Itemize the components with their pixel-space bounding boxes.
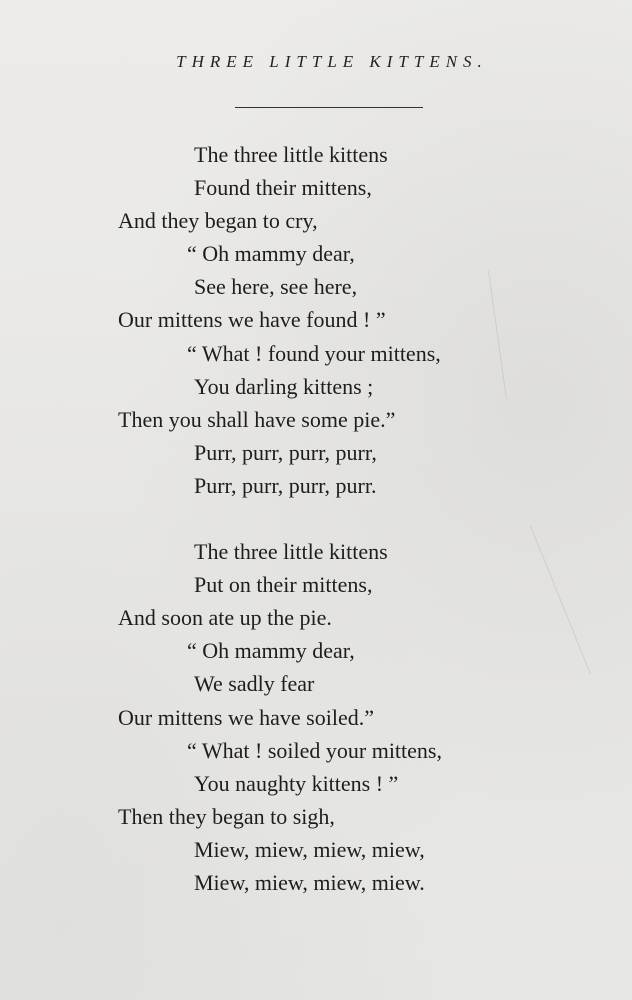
poem-line: Our mittens we have soiled.” — [118, 704, 374, 730]
poem-line: Miew, miew, miew, miew, — [194, 836, 425, 862]
poem-line: “ Oh mammy dear, — [187, 638, 355, 664]
poem-line: Miew, miew, miew, miew. — [194, 869, 425, 895]
poem-line: The three little kittens — [194, 142, 388, 167]
poem-line: “ What ! found your mittens, — [187, 340, 441, 366]
poem-line: Found their mittens, — [194, 175, 372, 201]
stanza-2 — [0, 535, 632, 899]
poem-line: You naughty kittens ! ” — [194, 770, 399, 796]
poem-line: Our mittens we have found ! ” — [118, 307, 386, 333]
poem-line: Then they began to sigh, — [118, 803, 335, 829]
poem-line: And soon ate up the pie. — [118, 605, 332, 631]
stanza-1 — [0, 138, 632, 502]
poem-line: See here, see here, — [194, 274, 358, 300]
poem-line: And they began to cry, — [118, 208, 318, 234]
poem-line: The three little kittens — [194, 539, 388, 565]
poem-line: Then you shall have some pie.” — [118, 406, 396, 432]
poem-line: Purr, purr, purr, purr. — [194, 472, 377, 498]
title-rule — [235, 107, 423, 108]
poem — [0, 138, 632, 899]
poem-line: “ Oh mammy dear, — [187, 241, 355, 267]
poem-line: Purr, purr, purr, purr, — [194, 439, 377, 465]
poem-line: “ What ! soiled your mittens, — [187, 737, 442, 763]
poem-line: You darling kittens ; — [194, 373, 374, 399]
page-title: THREE LITTLE KITTENS. — [176, 52, 488, 71]
poem-line: Put on their mittens, — [194, 572, 373, 598]
poem-line: We sadly fear — [194, 671, 315, 697]
